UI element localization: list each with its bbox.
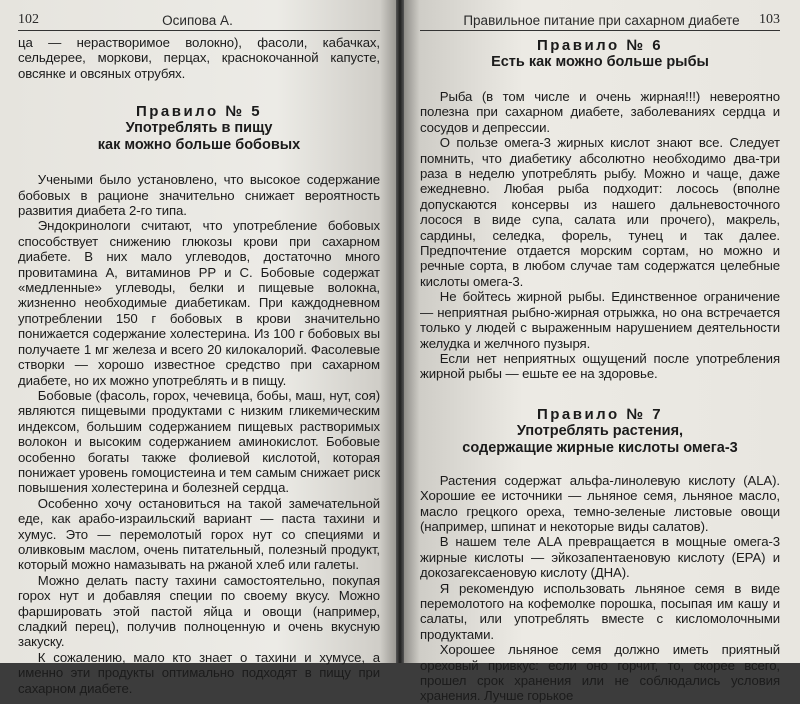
paragraph: Я рекомендую использовать льняное семя в виде перемолотого на кофемолке порошка, посыпая им кашу и салаты, или употреблять вместе с кисломолочными продуктами.	[420, 580, 780, 642]
left-running-head	[18, 12, 380, 31]
rule-number: Правило № 5	[135, 103, 263, 121]
author-header: Осипова А.	[162, 13, 233, 28]
rule-number: Правило № 6	[536, 37, 664, 54]
paragraph: О пользе омега-3 жирных кислот знают все. Следует помнить, что диабетику абсолютно необходимо два-три раза в неделю употреблять рыбу. Можно и чаще, даже ежедневно. Любая рыба подходит: лосось (вполне допускаются консервы из нашего дальневосточного лосося в виде супа, салата или прочего), макрель, сардины, селедка, форель, тунец и так далее. Предпочтение отдается морским сортам, но можно и речные сорта, в любом случае там содержатся целебные кислоты омега-3.	[420, 135, 780, 289]
rule-title-line: Употреблять растения,	[516, 422, 684, 439]
page-number: 102	[18, 12, 39, 27]
paragraph: Не бойтесь жирной рыбы. Единственное ограничение — неприятная рыбно-жирная отрыжка, но она встречается только у людей с выраженным нарушением деятельности желудка и желчного пузыря.	[420, 289, 780, 351]
paragraph: В нашем теле ALA превращается в мощные омега-3 жирные кислоты — эйкозапентаеновую кислоту (ЕРА) и докозагексаеновую кислоту (ДНА).	[420, 534, 780, 581]
left-page	[0, 0, 396, 696]
continuation-paragraph: ца — нерастворимое волокно), фасоли, кабачках, сельдерее, моркови, перцах, краснокочанной капусте, овсянке и овсяных отрубях.	[18, 35, 380, 81]
paragraph: Эндокринологи считают, что употребление бобовых способствует снижению глюкозы крови при сахарном диабете. В них мало углеводов, достаточно много провитамина А, витаминов РР и С. Бобовые содержат «медленные» углеводы, белки и пищевые волокна, жизненно необходимые диабетикам. При каждодневном употреблении 150 г бобовых в крови значительно понижается содержание холестерина. Из 100 г бобовых вы получаете 1 мг железа и всего 20 килокалорий. Фасолевые створки — хорошо известное средство при сахарном диабете, но их можно употреблять и в пищу.	[18, 218, 380, 388]
rule-title-line: Употреблять в пищу	[125, 120, 273, 137]
rule-5-heading	[18, 103, 380, 154]
rule-number: Правило № 7	[536, 405, 664, 423]
paragraph: Учеными было установлено, что высокое содержание бобовых в рационе значительно снижает вероятность развития диабета 2-го типа.	[18, 172, 380, 219]
paragraph: Растения содержат альфа-линолевую кислоту (ALA). Хорошие ее источники — льняное семя, льняное масло, масло грецкого ореха, темно-зеленые листовые овощи (например, шпинат и некоторые виды салатов).	[420, 472, 780, 534]
rule-7-heading	[420, 406, 780, 457]
paragraph: Рыба (в том числе и очень жирная!!!) невероятно полезна при сахарном диабете, заболеваниях сердца и сосудов и депрессии.	[420, 89, 780, 135]
right-page	[404, 0, 800, 704]
chapter-header: Правильное питание при сахарном диабете	[463, 13, 740, 28]
paragraph: Если нет неприятных ощущений после употребления жирной рыбы — ешьте ее на здоровье.	[420, 350, 780, 382]
rule-6-heading	[420, 37, 780, 71]
book-gutter	[396, 0, 404, 663]
page-number: 103	[759, 12, 780, 27]
paragraph: Бобовые (фасоль, горох, чечевица, бобы, маш, нут, соя) являются пищевыми продуктами с низким гликемическим индексом, большим содержанием пищевых растворимых волокон и высоким содержанием аминокислот. Бобовые особенно богаты также фолиевой кислотой, которая понижает уровень гомоцистеина и тем самым снижает риск повышения холестерина и болезней сердца.	[18, 387, 380, 496]
paragraph: Хорошее льняное семя должно иметь приятный ореховый привкус: если оно горчит, то, скорее всего, прошел срок хранения или не соблюдались условия хранения. Лучше горькое	[420, 642, 780, 704]
paragraph: Можно делать пасту тахини самостоятельно, покупая горох нут и добавляя специи по своему вкусу. Можно фаршировать этой пастой яйца и овощи (например, сладкий перец), получив полноценную и очень вкусную закуску.	[18, 572, 380, 650]
rule-title-line: содержащие жирные кислоты омега-3	[462, 439, 738, 456]
paragraph: К сожалению, мало кто знает о тахини и хумусе, а именно эти продукты оптимально подходят в пищу при сахарном диабете.	[18, 649, 380, 696]
right-running-head	[420, 12, 780, 31]
rule-title-line: как можно больше бобовых	[97, 137, 301, 154]
rule-title-line: Есть как можно больше рыбы	[491, 54, 709, 70]
paragraph: Особенно хочу остановиться на такой замечательной еде, как арабо-израильский вариант — паста тахини и хумус. Это — перемолотый горох нут со специями и оливковым маслом, очень питательный, полезный продукт, который можно намазывать на ржаной хлеб или галеты.	[18, 495, 380, 573]
